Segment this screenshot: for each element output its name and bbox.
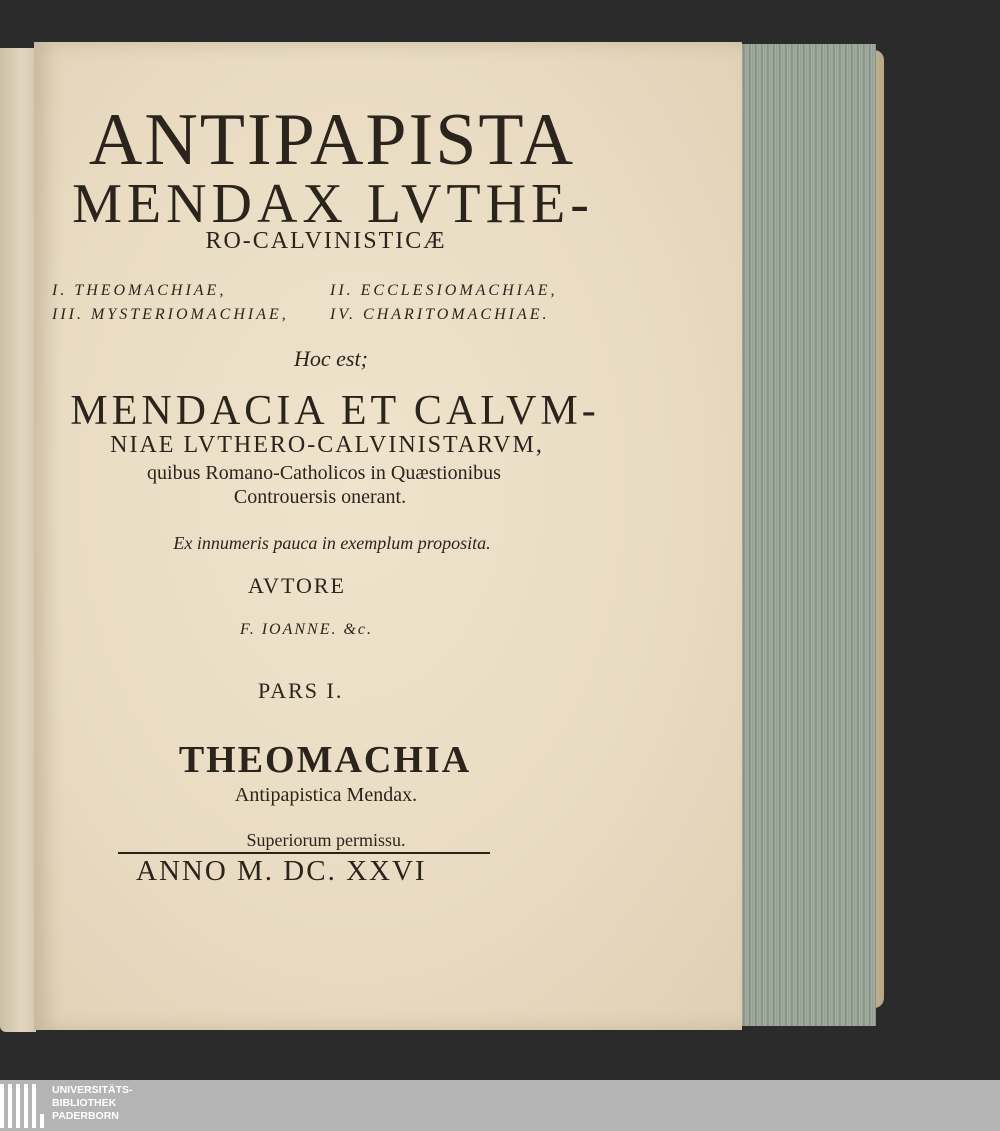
subtitle-line-1: MENDACIA ET CALVM- — [70, 388, 600, 434]
pars-heading: PARS I. — [258, 678, 344, 703]
library-footer — [0, 1080, 1000, 1131]
autore-label: AVTORE — [248, 573, 346, 598]
library-name-line: PADERBORN — [52, 1110, 119, 1122]
part-item: IV. CHARITOMACHIAE. — [330, 306, 550, 323]
imprint-year: ANNO M. DC. XXVI — [136, 855, 427, 887]
library-name-line: BIBLIOTHEK — [52, 1097, 117, 1109]
subtitle-line-3: quibus Romano-Catholicos in Quæstionibus — [147, 462, 501, 484]
book-fore-edge — [738, 44, 876, 1026]
library-name-line: UNIVERSITÄTS- — [52, 1084, 133, 1096]
ex-innumeris-text: Ex innumeris pauca in exemplum proposita. — [173, 533, 491, 553]
author-name: F. IOANNE. &c. — [240, 621, 374, 638]
library-bars-icon — [0, 1084, 46, 1128]
subtitle-line-4: Controuersis onerant. — [233, 486, 407, 508]
subtitle-line-2: NIAE LVTHERO-CALVINISTARVM, — [110, 432, 544, 458]
part-item: III. MYSTERIOMACHIAE, — [52, 306, 289, 323]
title-line-2: MENDAX LVTHE- — [72, 173, 594, 235]
antipapistica-text: Antipapistica Mendax. — [234, 784, 418, 806]
imprint-rule — [118, 852, 490, 854]
part-item: II. ECCLESIOMACHIAE, — [330, 282, 558, 299]
library-name — [52, 1084, 133, 1123]
title-line-3: RO-CALVINISTICÆ — [205, 228, 447, 254]
part-item: I. THEOMACHIAE, — [52, 282, 227, 299]
theomachia-heading: THEOMACHIA — [178, 739, 472, 781]
hoc-est-text: Hoc est; — [294, 346, 368, 371]
superiorum-text: Superiorum permissu. — [246, 830, 406, 850]
left-page-edge — [0, 48, 36, 1032]
title-line-1: ANTIPAPISTA — [88, 99, 576, 181]
